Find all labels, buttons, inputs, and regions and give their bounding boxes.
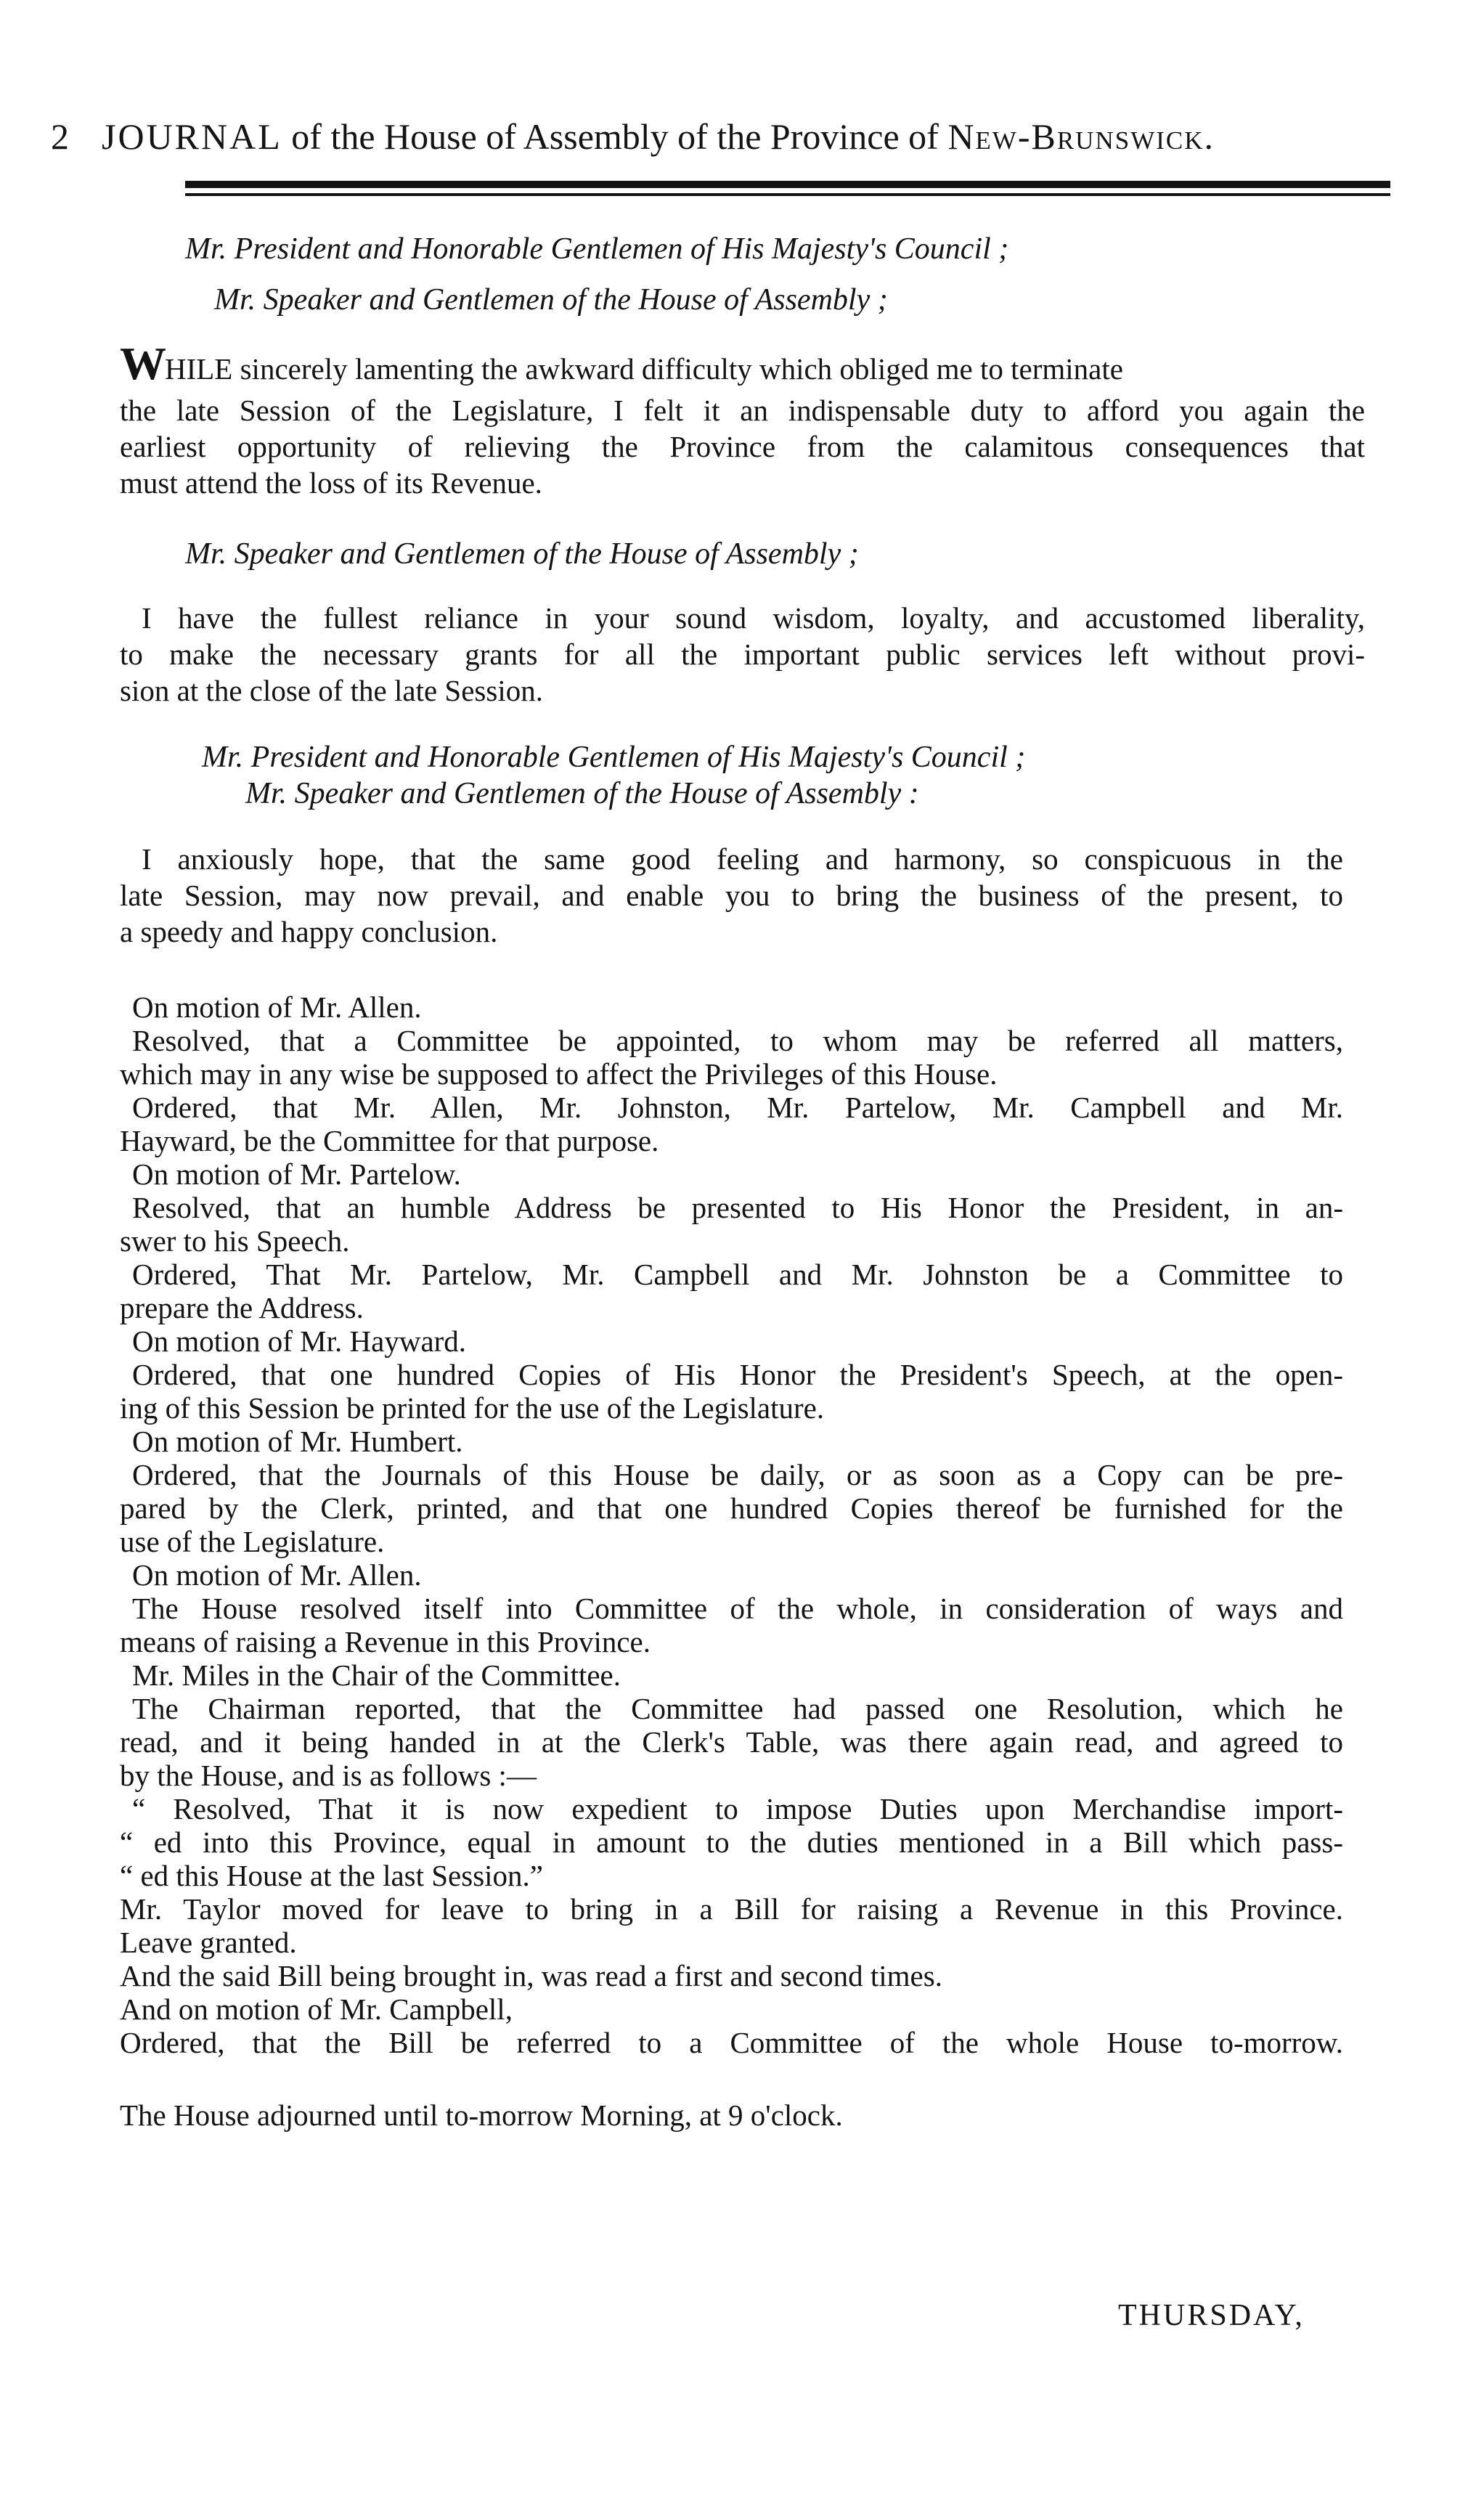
resolution-quote-line: “ Resolved, That it is now expedient to impose Duties upon Merchandise import-: [132, 1792, 1343, 1825]
proceedings-line: which may in any wise be supposed to affect the Privileges of this House.: [120, 1057, 998, 1091]
speech-line: the late Session of the Legislature, I felt it an indispensable duty to afford you again the: [120, 394, 1365, 427]
running-header: [51, 115, 1358, 158]
proceedings-line: by the House, and is as follows :—: [120, 1759, 537, 1792]
speech-first-line: [120, 338, 1365, 389]
salutation-council: Mr. President and Honorable Gentlemen of His Majesty's Council ;: [202, 741, 1026, 774]
proceedings-line: On motion of Mr. Allen.: [132, 990, 422, 1024]
header-title: of the House of Assembly of the Province of: [291, 116, 939, 157]
proceedings-line: means of raising a Revenue in this Province.: [120, 1625, 651, 1658]
proceedings-line: Ordered, that Mr. Allen, Mr. Johnston, Mr. Partelow, Mr. Campbell and Mr.: [132, 1091, 1343, 1124]
salutation-assembly: Mr. Speaker and Gentlemen of the House of Assembly ;: [214, 283, 888, 317]
speech-line: sion at the close of the late Session.: [120, 674, 543, 707]
proceedings-line: Ordered, That Mr. Partelow, Mr. Campbell and Mr. Johnston be a Committee to: [132, 1258, 1343, 1291]
drop-cap: W: [120, 338, 165, 389]
speech-line: must attend the loss of its Revenue.: [120, 466, 542, 500]
proceedings-line: On motion of Mr. Allen.: [132, 1558, 422, 1592]
proceedings-line: use of the Legislature.: [120, 1525, 385, 1558]
proceedings-line: Mr. Taylor moved for leave to bring in a Bill for raising a Revenue in this Province.: [120, 1892, 1343, 1926]
proceedings-line: Ordered, that the Bill be referred to a Committee of the whole House to-morrow.: [120, 2026, 1343, 2059]
proceedings-line: Resolved, that an humble Address be presented to His Honor the President, in an-: [132, 1191, 1343, 1224]
salutation-assembly: Mr. Speaker and Gentlemen of the House of Assembly ;: [185, 537, 859, 571]
proceedings-line: On motion of Mr. Humbert.: [132, 1425, 463, 1458]
speech-line: to make the necessary grants for all the important public services left without provi-: [120, 638, 1365, 671]
salutation-council: Mr. President and Honorable Gentlemen of His Majesty's Council ;: [185, 232, 1009, 266]
proceedings-line: And the said Bill being brought in, was read a first and second times.: [120, 1959, 942, 1992]
proceedings-line: And on motion of Mr. Campbell,: [120, 1992, 513, 2026]
page-number: 2: [51, 116, 69, 157]
speech-line: HILE sincerely lamenting the awkward difficulty which obliged me to terminate: [165, 352, 1123, 386]
header-rule-thick: [185, 181, 1390, 188]
catchword: THURSDAY,: [1118, 2299, 1305, 2332]
adjournment-line: The House adjourned until to-morrow Morning, at 9 o'clock.: [120, 2098, 843, 2132]
speech-line: I anxiously hope, that the same good feeling and harmony, so conspicuous in the: [142, 842, 1343, 876]
proceedings-line: Ordered, that one hundred Copies of His Honor the President's Speech, at the open-: [132, 1358, 1343, 1391]
speech-line: earliest opportunity of relieving the Province from the calamitous consequences that: [120, 430, 1365, 463]
proceedings-line: On motion of Mr. Partelow.: [132, 1157, 461, 1191]
proceedings-line: Leave granted.: [120, 1926, 297, 1959]
resolution-quote-line: “ ed this House at the last Session.”: [120, 1859, 544, 1892]
proceedings-line: Hayward, be the Committee for that purpose.: [120, 1124, 659, 1157]
speech-line: late Session, may now prevail, and enable you to bring the business of the present, to: [120, 879, 1343, 912]
proceedings-line: ing of this Session be printed for the use of the Legislature.: [120, 1391, 825, 1425]
journal-word: JOURNAL: [102, 116, 282, 157]
proceedings-line: swer to his Speech.: [120, 1224, 350, 1258]
resolution-quote-line: “ ed into this Province, equal in amount to the duties mentioned in a Bill which pass-: [120, 1825, 1343, 1859]
proceedings-line: prepare the Address.: [120, 1291, 364, 1324]
salutation-assembly: Mr. Speaker and Gentlemen of the House of Assembly :: [245, 777, 919, 810]
speech-line: a speedy and happy conclusion.: [120, 915, 498, 948]
proceedings-line: On motion of Mr. Hayward.: [132, 1324, 467, 1358]
header-rule-thin: [185, 193, 1390, 196]
proceedings-line: Resolved, that a Committee be appointed, to whom may be referred all matters,: [132, 1024, 1343, 1057]
header-province: New-Brunswick.: [947, 116, 1215, 157]
proceedings-line: read, and it being handed in at the Clerk's Table, was there again read, and agreed to: [120, 1725, 1343, 1759]
proceedings-line: pared by the Clerk, printed, and that one hundred Copies thereof be furnished for the: [120, 1491, 1343, 1525]
proceedings-line: The House resolved itself into Committee of the whole, in consideration of ways and: [132, 1592, 1343, 1625]
proceedings-line: The Chairman reported, that the Committee had passed one Resolution, which he: [132, 1692, 1343, 1725]
proceedings-line: Ordered, that the Journals of this House be daily, or as soon as a Copy can be pre-: [132, 1458, 1343, 1491]
proceedings-line: Mr. Miles in the Chair of the Committee.: [132, 1658, 621, 1692]
speech-line: I have the fullest reliance in your sound wisdom, loyalty, and accustomed liberality,: [142, 601, 1365, 635]
